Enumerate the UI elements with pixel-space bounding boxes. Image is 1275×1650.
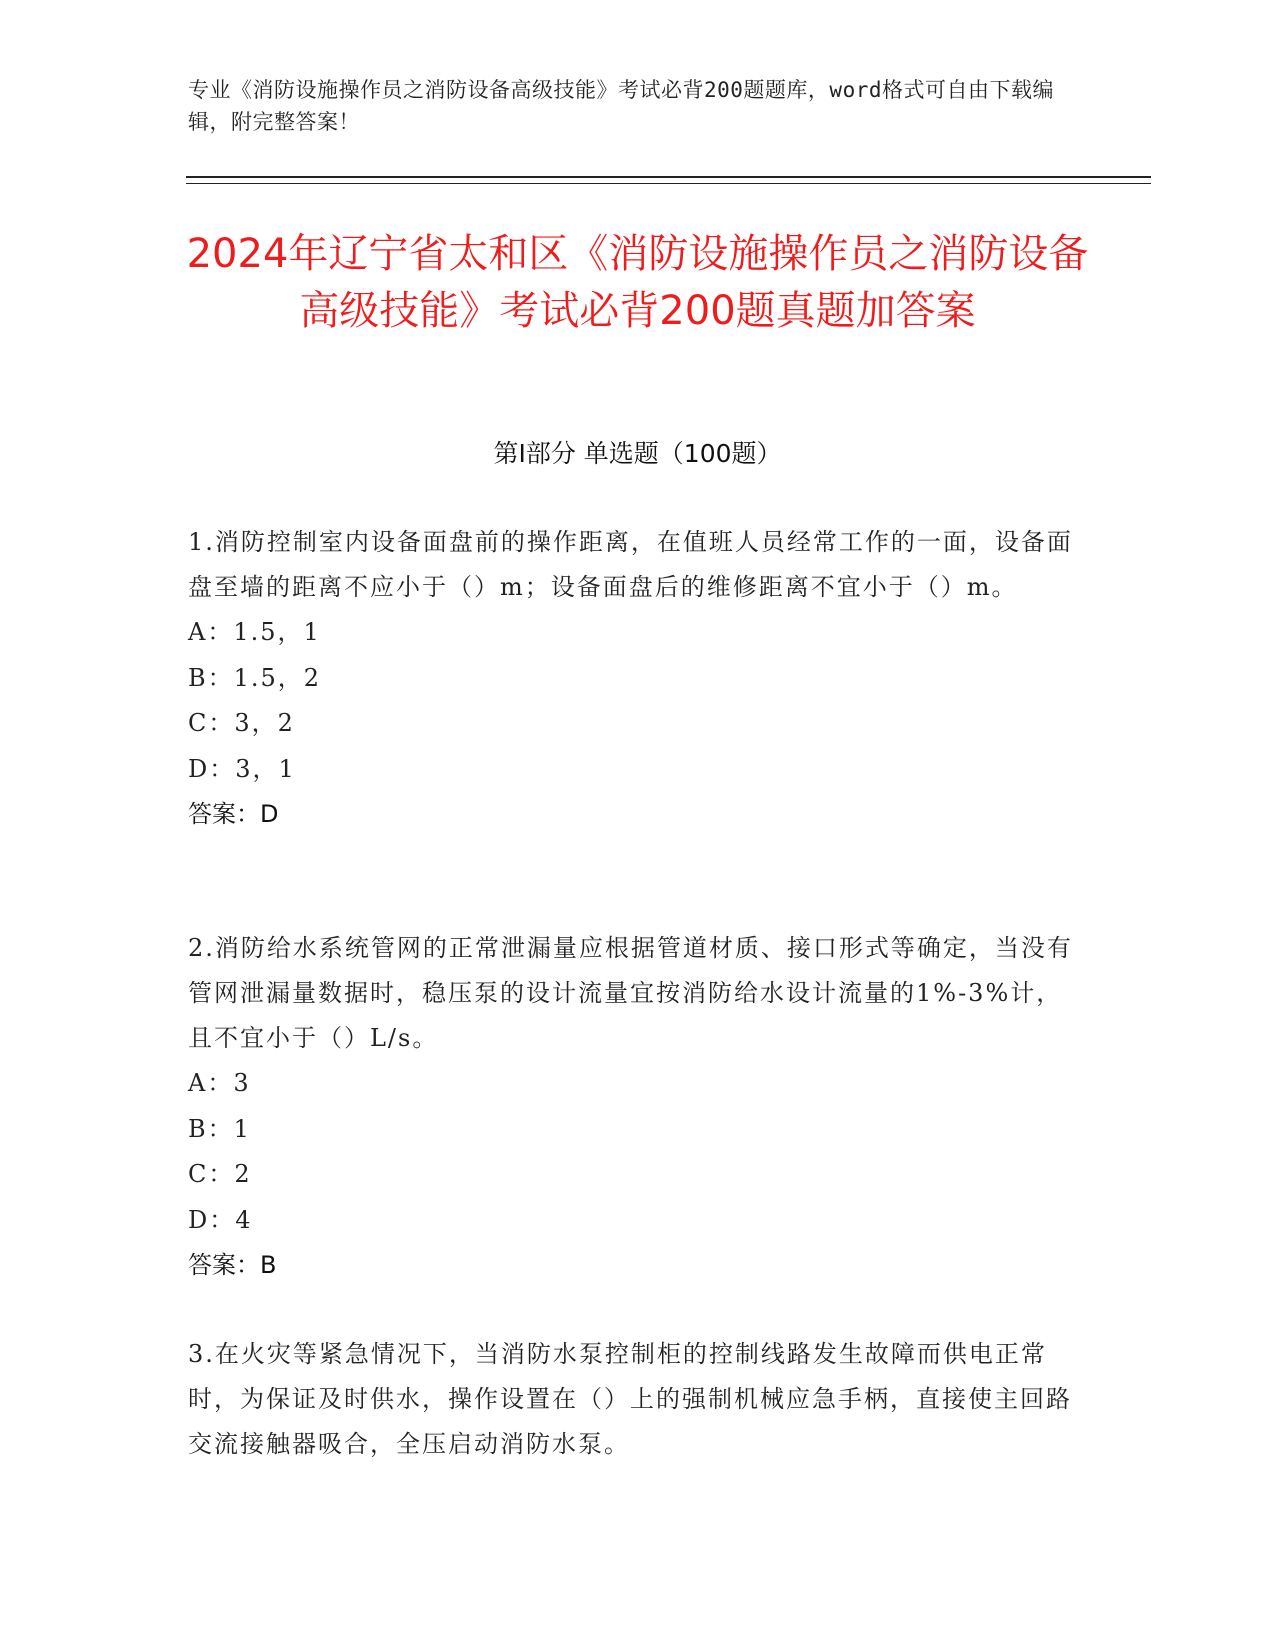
option-a: A：1.5，1 [188,618,321,646]
option-b: B：1 [188,1114,251,1143]
option-d: D：4 [188,1205,253,1234]
option-d: D：3，1 [188,754,296,783]
option-a: A：3 [188,1069,251,1097]
answer: 答案：D [188,800,279,828]
question-stem: 3.在火灾等紧急情况下，当消防水泵控制柜的控制线路发生故障而供电正常时，为保证及时供水，操作设置在（）上的强制机械应急手柄，直接使主回路交流接触器吸合，全压启动消防水泵。 [188,1340,1072,1458]
document-title: 2024年辽宁省太和区《消防设施操作员之消防设备高级技能》考试必背200题真题加答案 [186,231,1089,334]
question-1 [188,520,1088,837]
option-b: B：1.5，2 [188,663,322,692]
option-c: C：2 [188,1160,252,1188]
question-2 [188,926,1088,1288]
question-stem: 1.消防控制室内设备面盘前的操作距离，在值班人员经常工作的一面，设备面盘至墙的距离不应小于（）m；设备面盘后的维修距离不宜小于（）m。 [188,528,1073,601]
option-c: C：3，2 [188,709,295,737]
header-divider-thin [186,183,1151,184]
answer: 答案：B [188,1251,277,1279]
question-stem: 2.消防给水系统管网的正常泄漏量应根据管道材质、接口形式等确定，当没有管网泄漏量数据时，稳压泵的设计流量宜按消防给水设计流量的1%-3%计，且不宜小于（）L/s。 [188,934,1073,1052]
question-3 [188,1332,1088,1467]
section-title: 第Ⅰ部分 单选题（100题） [493,439,782,468]
header-divider-thick [186,176,1151,178]
header-note: 专业《消防设施操作员之消防设备高级技能》考试必背200题题库，word格式可自由下载编辑，附完整答案！ [188,78,1054,134]
